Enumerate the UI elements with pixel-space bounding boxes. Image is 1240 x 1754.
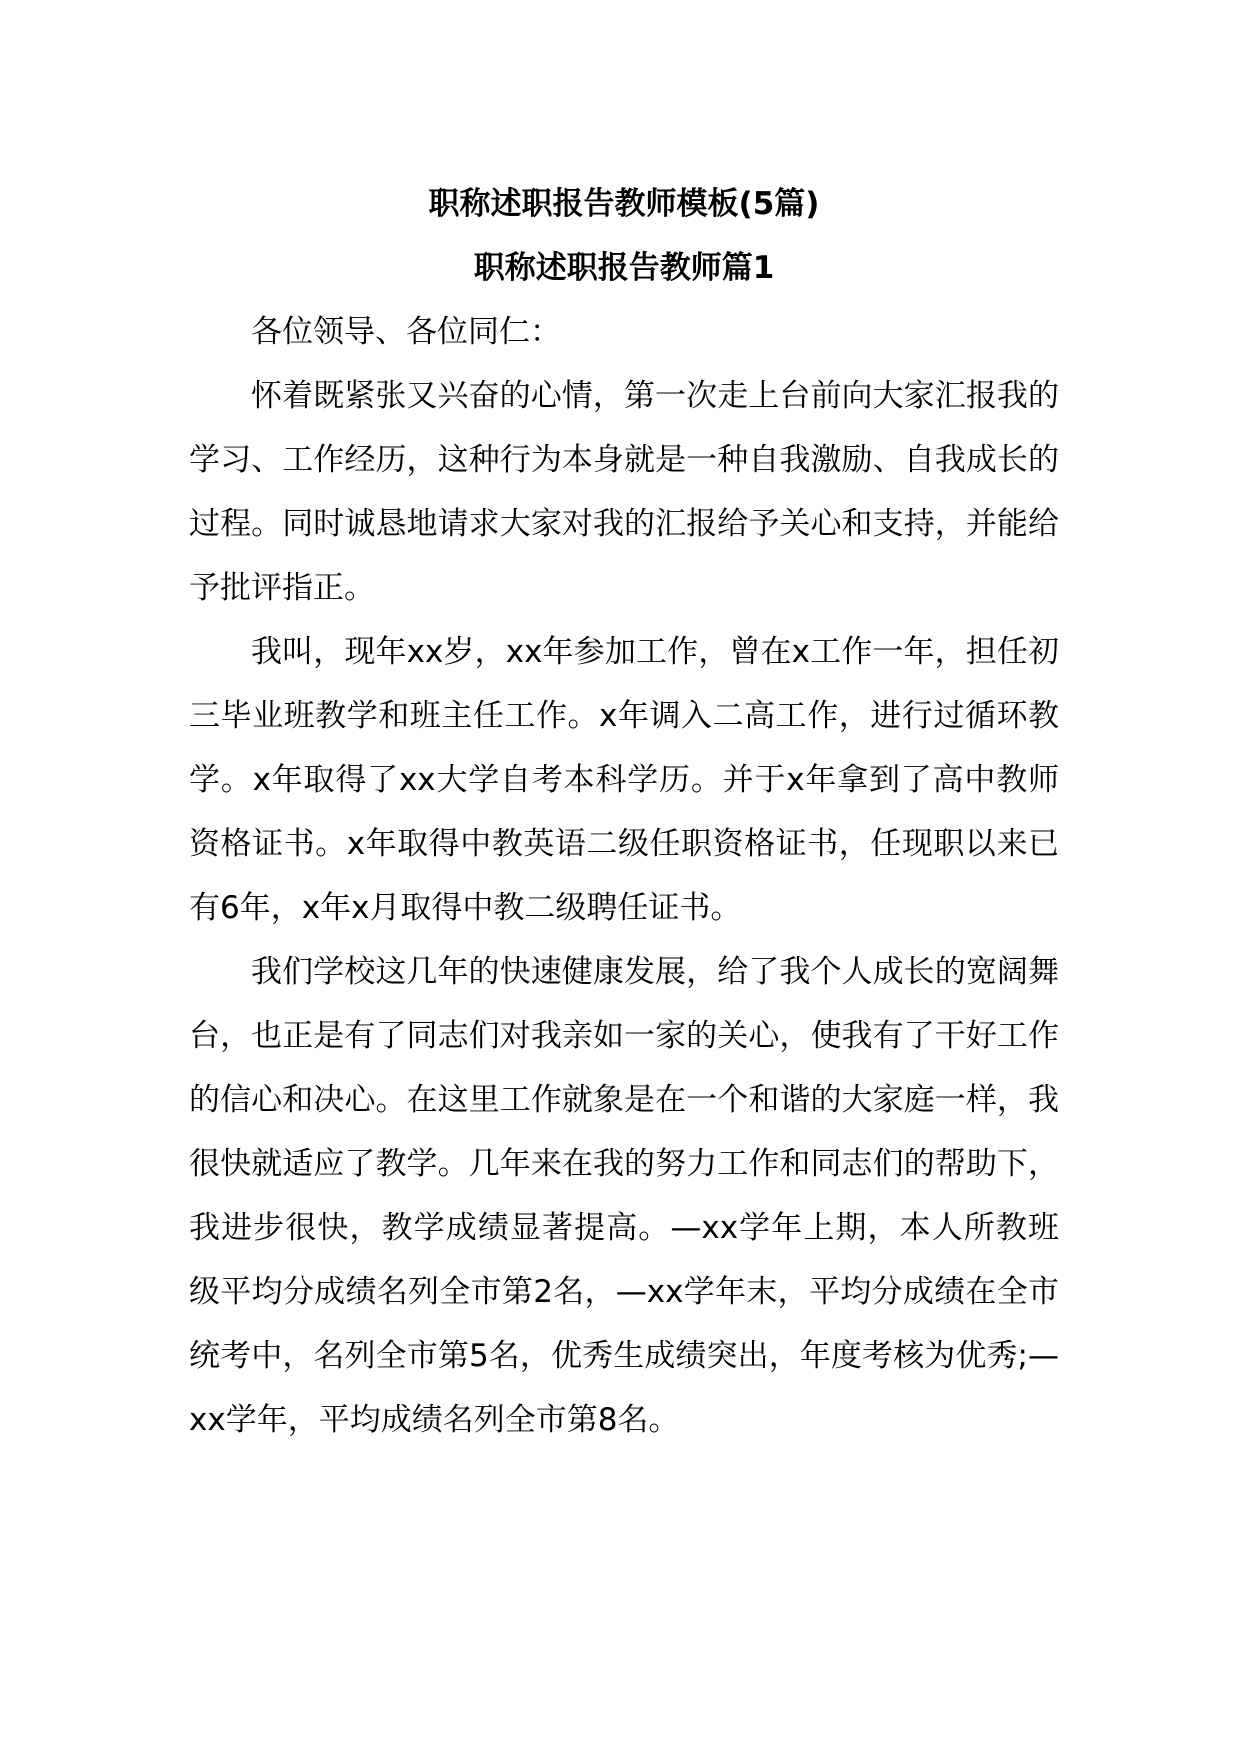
body-paragraph: 我们学校这几年的快速健康发展，给了我个人成长的宽阔舞台，也正是有了同志们对我亲如一家的关心，使我有了干好工作的信心和决心。在这里工作就象是在一个和谐的大家庭一样，我很快就适应了教学。几年来在我的努力工作和同志们的帮助下，我进步很快，教学成绩显著提高。—xx学年上期，本人所教班级平均分成绩名列全市第2名，—xx学年末，平均分成绩在全市统考中，名列全市第5名，优秀生成绩突出，年度考核为优秀;—xx学年，平均成绩名列全市第8名。 <box>189 954 1059 1438</box>
section-heading: 职称述职报告教师篇1 <box>473 250 775 286</box>
body-paragraph: 我叫，现年xx岁，xx年参加工作，曾在x工作一年，担任初三毕业班教学和班主任工作。x年调入二高工作，进行过循环教学。x年取得了xx大学自考本科学历。并于x年拿到了高中教师资格证书。x年取得中教英语二级任职资格证书，任现职以来已有6年，x年x月取得中教二级聘任证书。 <box>189 634 1059 926</box>
document-body <box>189 172 1059 1452</box>
salutation-paragraph: 各位领导、各位同仁： <box>251 314 561 350</box>
document-title: 职称述职报告教师模板(5篇) <box>428 186 820 222</box>
body-paragraph: 怀着既紧张又兴奋的心情，第一次走上台前向大家汇报我的学习、工作经历，这种行为本身就是一种自我激励、自我成长的过程。同时诚恳地请求大家对我的汇报给予关心和支持，并能给予批评指正。 <box>189 378 1059 606</box>
